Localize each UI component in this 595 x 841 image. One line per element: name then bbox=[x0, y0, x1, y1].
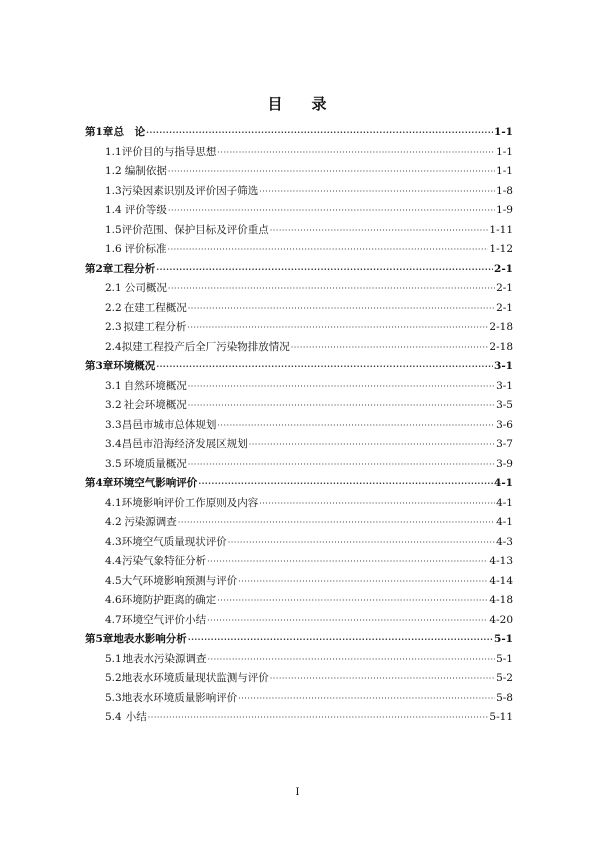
toc-entry-page: 4-18 bbox=[489, 594, 513, 606]
toc-entry-number: 4.4 bbox=[105, 555, 122, 567]
toc-dot-leader bbox=[249, 440, 495, 449]
toc-dot-leader bbox=[188, 634, 493, 644]
toc-dot-leader bbox=[208, 655, 496, 664]
toc-chapter-entry[interactable] bbox=[85, 261, 513, 281]
toc-entry-number: 3.2 bbox=[105, 399, 122, 411]
toc-entry-title: 昌邑市城市总体规划 bbox=[121, 418, 217, 431]
toc-section-entry[interactable] bbox=[85, 222, 513, 242]
toc-entry-number: 1.6 bbox=[105, 243, 122, 255]
toc-section-entry[interactable] bbox=[85, 690, 513, 710]
toc-entry-page: 2-18 bbox=[489, 340, 513, 353]
toc-section-entry[interactable] bbox=[85, 202, 513, 222]
toc-entry-number: 第5章 bbox=[85, 633, 114, 645]
toc-entry-title: 拟建工程投产后全厂污染物排放情况 bbox=[121, 340, 290, 353]
toc-entry-number: 4.6 bbox=[105, 594, 122, 606]
toc-entry-title: 地表水污染源调查 bbox=[122, 652, 207, 665]
toc-section-entry[interactable] bbox=[85, 495, 513, 515]
toc-entry-page: 1-1 bbox=[496, 165, 513, 177]
toc-dot-leader bbox=[148, 713, 489, 722]
toc-entry-number: 3.4 bbox=[105, 438, 122, 450]
toc-entry-number: 第4章 bbox=[85, 477, 114, 489]
toc-entry-page: 4-1 bbox=[494, 477, 513, 489]
toc-section-entry[interactable] bbox=[85, 183, 513, 203]
toc-entry-title: 工程分析 bbox=[113, 262, 156, 275]
toc-section-entry[interactable] bbox=[85, 339, 513, 359]
toc-entry-title: 评价目的与指导思想 bbox=[121, 145, 217, 158]
toc-dot-leader bbox=[188, 382, 495, 391]
toc-chapter-entry[interactable] bbox=[85, 475, 513, 495]
toc-entry-title: 环境空气影响评价 bbox=[113, 477, 198, 489]
toc-entry-number: 4.7 bbox=[105, 613, 122, 626]
toc-section-entry[interactable] bbox=[85, 417, 513, 437]
toc-entry-title: 环境空气评价小结 bbox=[122, 613, 207, 626]
toc-entry-title: 在建工程概况 bbox=[123, 301, 187, 314]
toc-entry-number: 3.1 bbox=[105, 379, 122, 392]
toc-entry-number: 5.4 bbox=[105, 711, 122, 723]
toc-entry-number: 2.1 bbox=[105, 282, 122, 294]
toc-entry-page: 1-1 bbox=[494, 126, 513, 138]
toc-entry-title: 地表水环境质量现状监测与评价 bbox=[121, 672, 269, 684]
toc-entry-page: 4-20 bbox=[489, 613, 513, 626]
toc-entry-title: 环境质量概况 bbox=[123, 457, 187, 470]
toc-dot-leader bbox=[187, 323, 488, 332]
toc-section-entry[interactable] bbox=[85, 534, 513, 554]
toc-entry-number: 2.2 bbox=[105, 301, 122, 314]
toc-entry-page: 1-1 bbox=[496, 145, 513, 158]
toc-section-entry[interactable] bbox=[85, 300, 513, 320]
toc-dot-leader bbox=[188, 304, 495, 313]
toc-entry-page: 4-3 bbox=[496, 535, 513, 548]
toc-dot-leader bbox=[270, 226, 489, 235]
toc-section-entry[interactable] bbox=[85, 670, 513, 690]
toc-entry-number: 5.3 bbox=[105, 691, 122, 704]
toc-chapter-entry[interactable] bbox=[85, 124, 513, 144]
toc-entry-title: 环境概况 bbox=[113, 360, 156, 372]
toc-entry-page: 3-9 bbox=[496, 457, 513, 470]
toc-section-entry[interactable] bbox=[85, 709, 513, 729]
toc-dot-leader bbox=[188, 460, 495, 469]
toc-section-entry[interactable] bbox=[85, 397, 513, 417]
toc-dot-leader bbox=[238, 694, 495, 703]
toc-section-entry[interactable] bbox=[85, 378, 513, 398]
toc-entry-number: 5.1 bbox=[105, 652, 122, 665]
toc-entry-title: 昌邑市沿海经济发展区规划 bbox=[121, 438, 248, 450]
toc-entry-title: 环境影响评价工作原则及内容 bbox=[121, 496, 259, 509]
toc-section-entry[interactable] bbox=[85, 612, 513, 632]
toc-entry-title: 自然环境概况 bbox=[123, 379, 187, 392]
toc-dot-leader bbox=[168, 245, 489, 254]
toc-entry-number: 1.5 bbox=[105, 223, 122, 236]
toc-section-entry[interactable] bbox=[85, 592, 513, 612]
toc-entry-page: 3-1 bbox=[494, 360, 513, 372]
toc-entry-page: 1-9 bbox=[496, 204, 513, 216]
toc-entry-title: 评价标准 bbox=[124, 243, 167, 255]
toc-section-entry[interactable] bbox=[85, 144, 513, 164]
toc-dot-leader bbox=[168, 206, 495, 215]
toc-dot-leader bbox=[168, 284, 495, 293]
toc-dot-leader bbox=[207, 616, 488, 625]
toc-dot-leader bbox=[217, 421, 495, 430]
toc-entry-page: 5-1 bbox=[494, 633, 513, 645]
toc-entry-number: 5.2 bbox=[105, 672, 122, 684]
toc-section-entry[interactable] bbox=[85, 436, 513, 456]
toc-entry-number: 3.5 bbox=[105, 457, 122, 470]
toc-entry-title: 污染源调查 bbox=[124, 516, 177, 528]
toc-entry-title: 公司概况 bbox=[124, 282, 167, 294]
toc-section-entry[interactable] bbox=[85, 456, 513, 476]
toc-entry-page: 1-11 bbox=[489, 223, 513, 236]
toc-entry-title: 污染因素识别及评价因子筛选 bbox=[121, 184, 259, 197]
toc-entry-page: 2-18 bbox=[489, 321, 513, 333]
toc-title-right: 录 bbox=[311, 95, 328, 113]
toc-entry-number: 4.5 bbox=[105, 574, 122, 587]
toc-entry-number: 1.4 bbox=[105, 204, 122, 216]
toc-entry-number: 1.3 bbox=[105, 184, 122, 197]
table-of-contents bbox=[85, 124, 513, 729]
page-number: I bbox=[295, 787, 300, 798]
toc-entry-page: 4-1 bbox=[496, 496, 513, 509]
toc-chapter-entry[interactable] bbox=[85, 631, 513, 651]
toc-entry-number: 4.2 bbox=[105, 516, 122, 528]
toc-section-entry[interactable] bbox=[85, 514, 513, 534]
toc-entry-page: 1-8 bbox=[496, 184, 513, 197]
toc-entry-number: 2.4 bbox=[105, 340, 122, 353]
toc-entry-page: 2-1 bbox=[496, 301, 513, 314]
toc-dot-leader bbox=[259, 499, 495, 508]
toc-entry-number: 1.1 bbox=[105, 145, 122, 158]
toc-entry-page: 5-8 bbox=[496, 691, 513, 704]
toc-chapter-entry[interactable] bbox=[85, 358, 513, 378]
toc-entry-number: 4.3 bbox=[105, 535, 122, 548]
toc-title-left: 目 bbox=[267, 95, 284, 113]
toc-section-entry[interactable] bbox=[85, 651, 513, 671]
toc-entry-number: 4.1 bbox=[105, 496, 122, 509]
toc-entry-title: 小结 bbox=[125, 711, 147, 723]
toc-entry-page: 4-14 bbox=[489, 574, 513, 587]
toc-section-entry[interactable] bbox=[85, 553, 513, 573]
toc-entry-page: 5-11 bbox=[489, 711, 513, 723]
toc-dot-leader bbox=[168, 167, 495, 176]
toc-dot-leader bbox=[146, 127, 493, 137]
toc-entry-page: 1-12 bbox=[489, 243, 513, 255]
toc-dot-leader bbox=[238, 577, 488, 586]
toc-dot-leader bbox=[198, 478, 493, 488]
toc-entry-page: 2-1 bbox=[496, 282, 513, 294]
toc-entry-title: 评价范围、保护目标及评价重点 bbox=[121, 223, 269, 236]
toc-dot-leader bbox=[188, 401, 495, 410]
toc-dot-leader bbox=[217, 148, 495, 157]
toc-entry-number: 第1章 bbox=[85, 126, 114, 138]
toc-entry-page: 4-1 bbox=[496, 516, 513, 528]
toc-section-entry[interactable] bbox=[85, 319, 513, 339]
toc-dot-leader bbox=[178, 518, 495, 527]
toc-dot-leader bbox=[156, 264, 493, 274]
toc-entry-page: 2-1 bbox=[494, 262, 513, 275]
toc-entry-title: 总 论 bbox=[113, 126, 146, 138]
toc-dot-leader bbox=[270, 674, 495, 683]
toc-entry-title: 污染气象特征分析 bbox=[122, 555, 207, 567]
toc-entry-page: 4-13 bbox=[489, 555, 513, 567]
toc-entry-title: 评价等级 bbox=[124, 204, 167, 216]
toc-section-entry[interactable] bbox=[85, 241, 513, 261]
toc-dot-leader bbox=[228, 538, 495, 547]
toc-dot-leader bbox=[156, 361, 493, 371]
toc-section-entry[interactable] bbox=[85, 163, 513, 183]
toc-section-entry[interactable] bbox=[85, 280, 513, 300]
toc-entry-page: 3-5 bbox=[496, 399, 513, 411]
toc-entry-number: 第2章 bbox=[85, 262, 114, 275]
toc-entry-page: 3-7 bbox=[496, 438, 513, 450]
toc-entry-title: 环境防护距离的确定 bbox=[121, 594, 217, 606]
toc-entry-title: 地表水影响分析 bbox=[113, 633, 187, 645]
toc-entry-number: 1.2 bbox=[105, 165, 122, 177]
toc-entry-page: 5-1 bbox=[496, 652, 513, 665]
toc-dot-leader bbox=[217, 596, 488, 605]
toc-dot-leader bbox=[259, 187, 495, 196]
toc-section-entry[interactable] bbox=[85, 573, 513, 593]
toc-entry-title: 大气环境影响预测与评价 bbox=[121, 574, 238, 587]
toc-entry-title: 地表水环境质量影响评价 bbox=[121, 691, 238, 704]
toc-dot-leader bbox=[207, 557, 488, 566]
toc-entry-number: 2.3 bbox=[105, 321, 122, 333]
toc-dot-leader bbox=[291, 343, 489, 352]
toc-entry-title: 拟建工程分析 bbox=[123, 321, 187, 333]
toc-entry-title: 社会环境概况 bbox=[123, 399, 187, 411]
toc-entry-page: 3-1 bbox=[496, 379, 513, 392]
toc-entry-number: 第3章 bbox=[85, 360, 114, 372]
toc-entry-page: 3-6 bbox=[496, 418, 513, 431]
toc-entry-page: 5-2 bbox=[496, 672, 513, 684]
toc-entry-title: 环境空气质量现状评价 bbox=[121, 535, 227, 548]
toc-title bbox=[0, 93, 595, 114]
toc-entry-title: 编制依据 bbox=[124, 165, 167, 177]
toc-entry-number: 3.3 bbox=[105, 418, 122, 431]
